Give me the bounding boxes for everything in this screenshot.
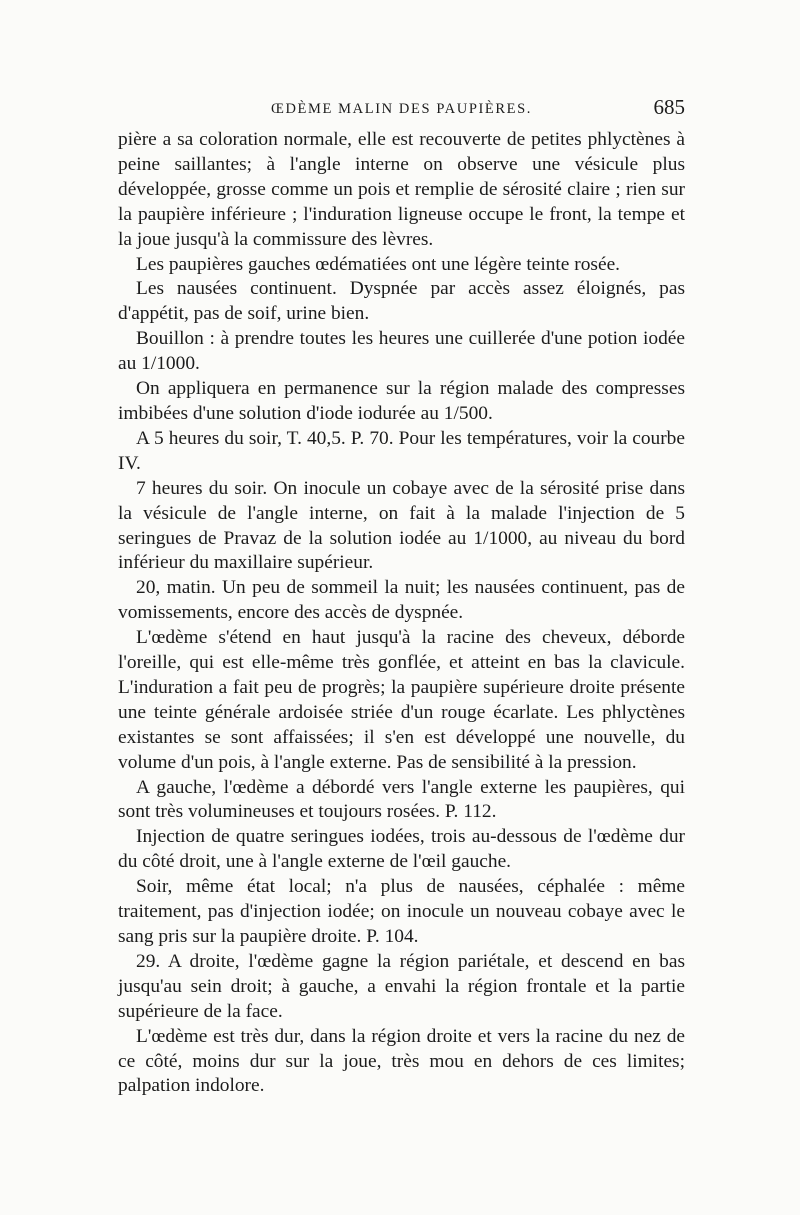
paragraph-broth: Bouillon : à prendre toutes les heures une cuillerée d'une potion iodée au 1/1000. (118, 328, 685, 375)
paragraph-day-20: 20, matin. Un peu de sommeil la nuit; les nausées continuent, pas de vomissements, encore des accès de dyspnée. (118, 577, 685, 624)
page-header (118, 95, 685, 125)
paragraph-nausea: Les nausées continuent. Dyspnée par accès assez éloignés, pas d'appétit, pas de soif, urine bien. (118, 278, 685, 325)
paragraph-compresses: On appliquera en permanence sur la région malade des compresses imbibées d'une solution d'iode iodurée au 1/500. (118, 378, 685, 424)
paragraph-hardness: L'œdème est très dur, dans la région droite et vers la racine du nez de ce côté, moins dur sur la joue, très mou en dehors de ces limites; palpation indolore. (118, 1025, 685, 1097)
paragraph-continuation: pière a sa coloration normale, elle est recouverte de petites phlyctènes à peine saillantes; à l'angle interne on observe une vésicule plus développée, grosse comme un pois et remplie de sérosité claire ; rien sur la paupière inférieure ; l'induration ligneuse occupe le front, la tempe et la joue jusqu'à la commissure des lèvres. (118, 129, 685, 250)
running-title: ŒDÈME MALIN DES PAUPIÈRES. (270, 101, 532, 117)
page-number: 685 (653, 95, 685, 119)
body-text (118, 128, 685, 1099)
paragraph-left-eyelids: Les paupières gauches œdématiées ont une légère teinte rosée. (136, 253, 621, 275)
paragraph-seven-pm: 7 heures du soir. On inocule un cobaye avec de la sérosité prise dans la vésicule de l'angle interne, on fait à la malade l'injection de 5 seringues de Pravaz de la solution iodée au 1/1000, au niveau du bord inférieur du maxillaire supérieur. (118, 477, 685, 574)
paragraph-day-29: 29. A droite, l'œdème gagne la région pariétale, et descend en bas jusqu'au sein droit; à gauche, a envahi la région frontale et la partie supérieure de la face. (118, 950, 685, 1022)
paragraph-left-side: A gauche, l'œdème a débordé vers l'angle externe les paupières, qui sont très volumineuses et toujours rosées. P. 112. (118, 776, 685, 823)
paragraph-evening: Soir, même état local; n'a plus de nausées, céphalée : même traitement, pas d'injection iodée; on inocule un nouveau cobaye avec le sang pris sur la paupière droite. P. 104. (118, 876, 685, 947)
paragraph-oedema-extent: L'œdème s'étend en haut jusqu'à la racine des cheveux, déborde l'oreille, qui est elle-même très gonflée, et atteint en bas la clavicule. L'induration a fait peu de progrès; la paupière supérieure droite présente une teinte générale ardoisée striée d'un rouge écarlate. Les phlyctènes existantes se sont affaissées; il s'en est développé une nouvelle, du volume d'un pois, à l'angle externe. Pas de sensibilité à la pression. (118, 627, 685, 773)
paragraph-injection: Injection de quatre seringues iodées, trois au-dessous de l'œdème dur du côté droit, une à l'angle externe de l'œil gauche. (118, 826, 685, 873)
paragraph-five-pm: A 5 heures du soir, T. 40,5. P. 70. Pour les températures, voir la courbe IV. (118, 427, 685, 474)
